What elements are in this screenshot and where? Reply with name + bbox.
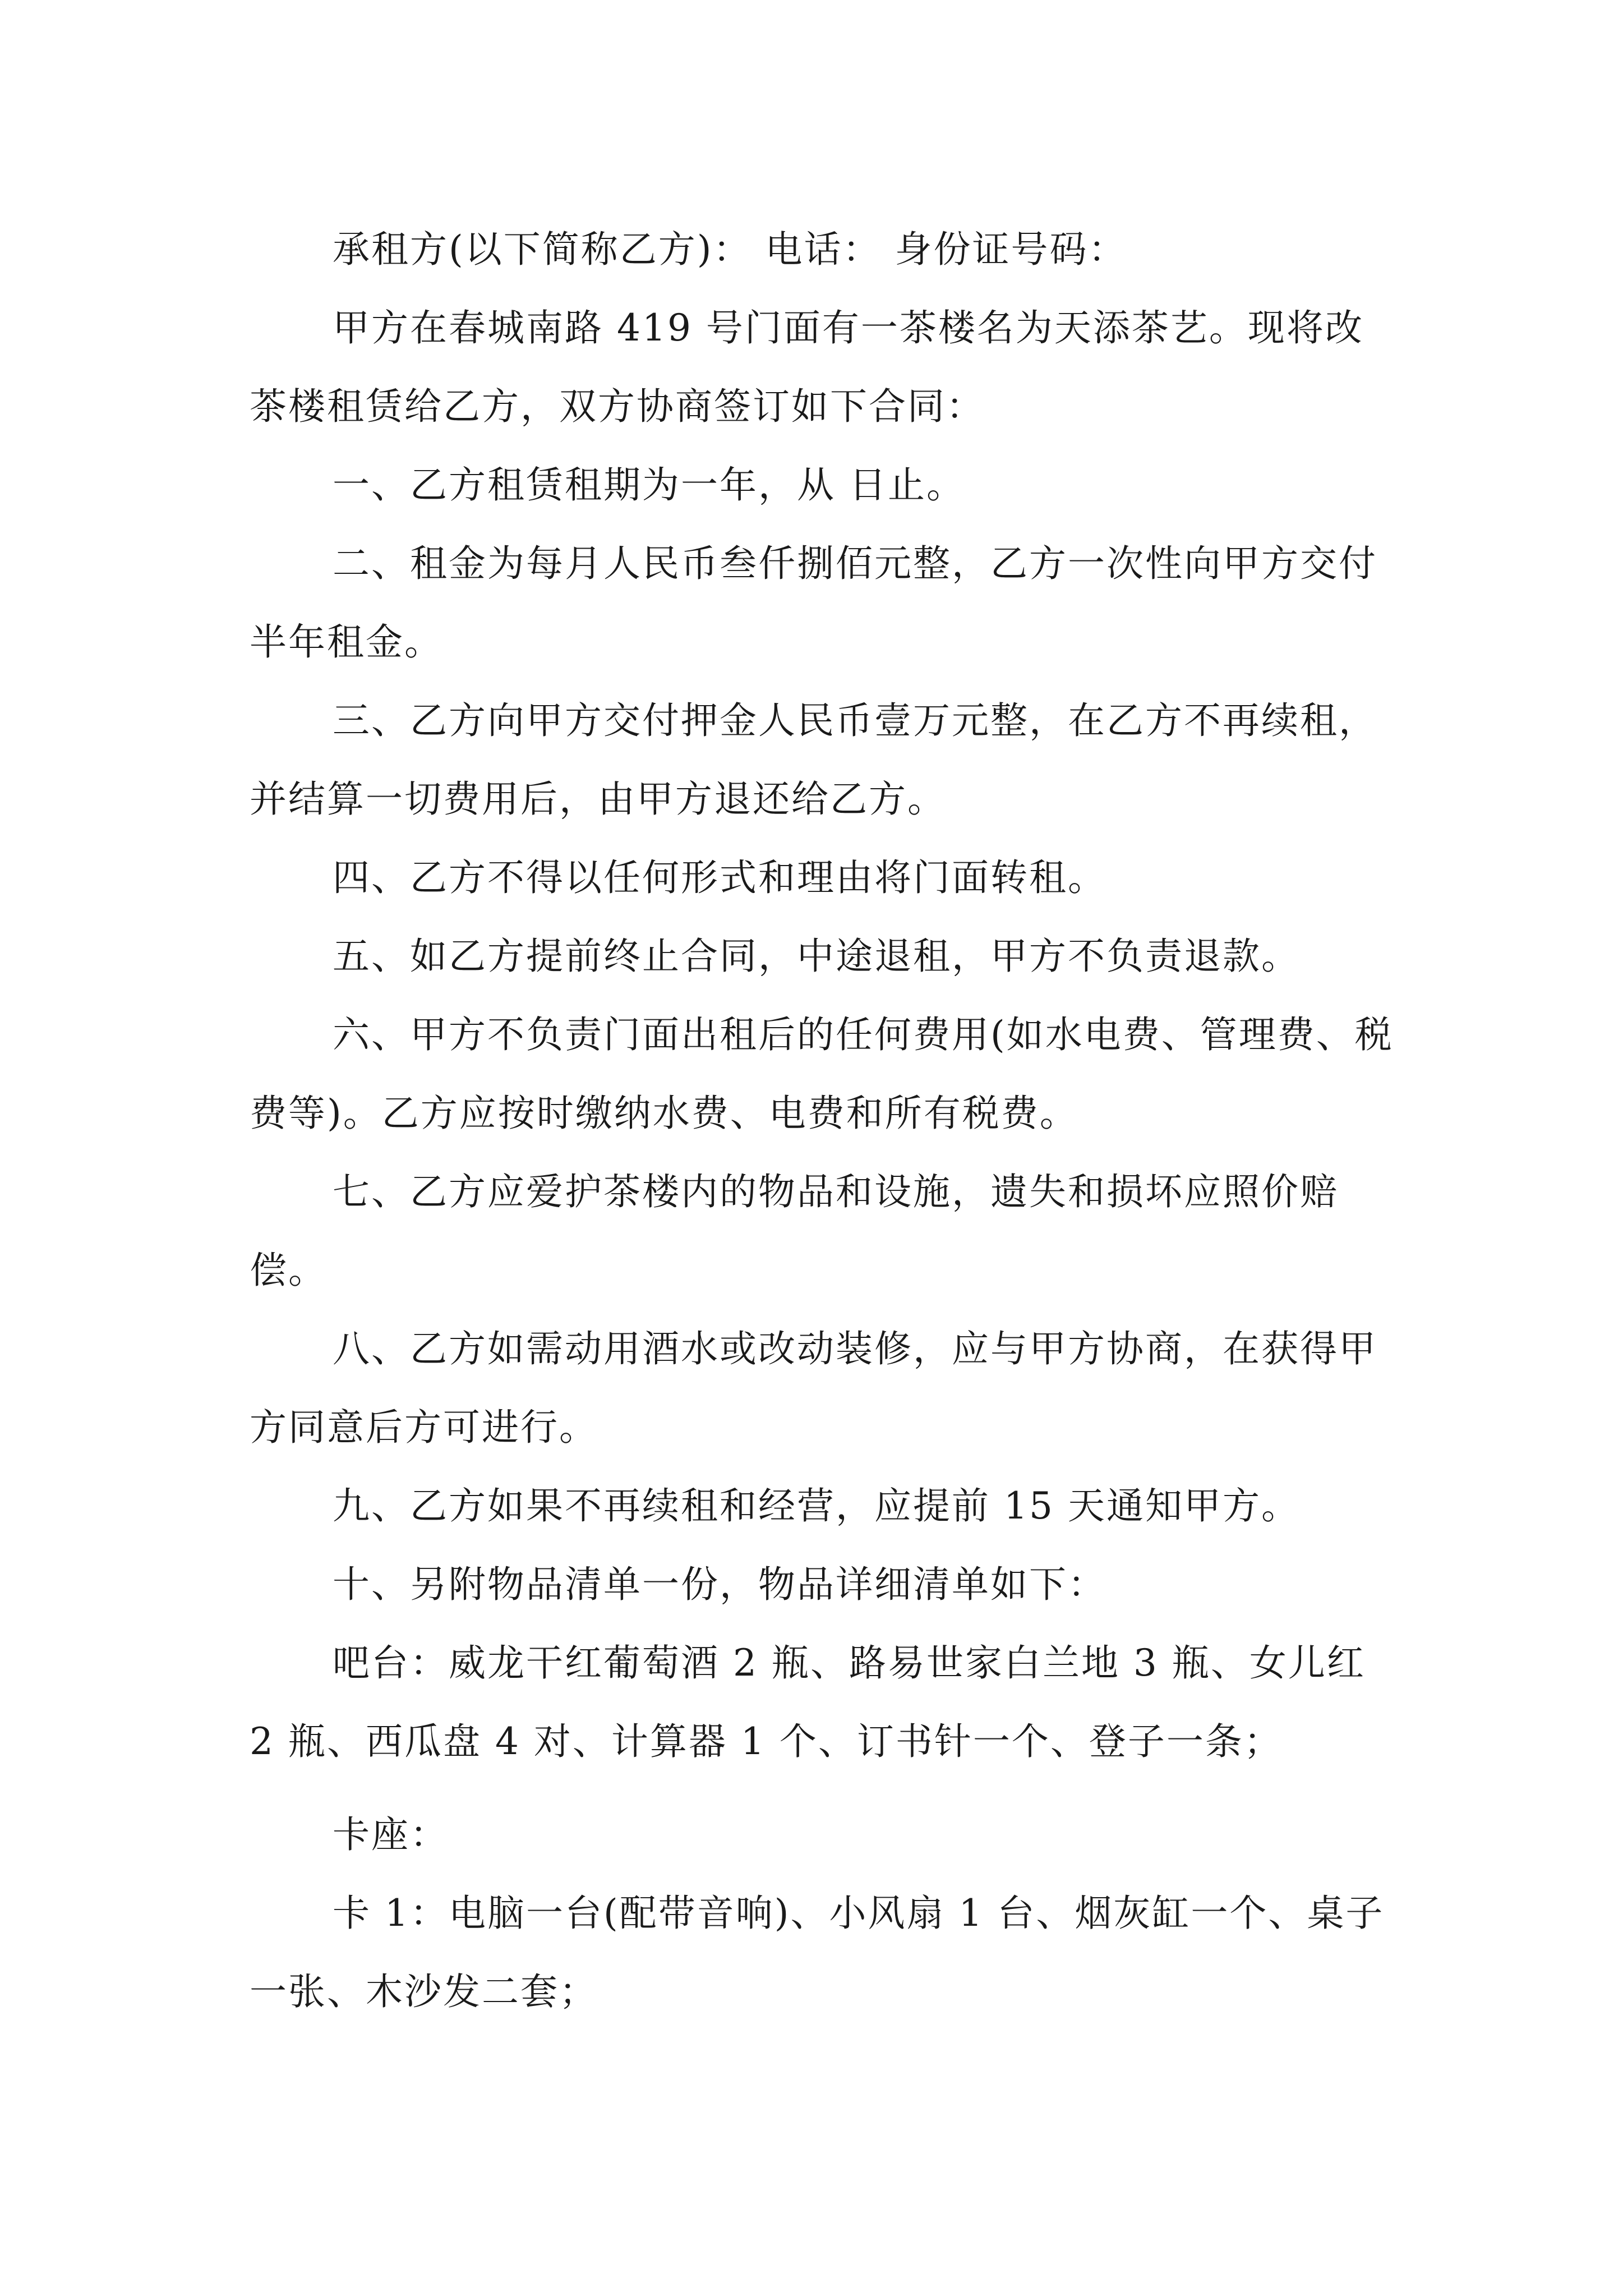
inventory-booth-1: 卡 1：电脑一台(配带音响)、小风扇 1 台、烟灰缸一个、桌子一张、木沙发二套；: [250, 1892, 1385, 2013]
clause-5-early-termination: 五、如乙方提前终止合同，中途退租，甲方不负责退款。: [333, 935, 1300, 978]
inventory-bar-counter: 吧台：威龙干红葡萄酒 2 瓶、路易世家白兰地 3 瓶、女儿红 2 瓶、西瓜盘 4 对、计算器 1 个、订书针一个、登子一条；: [250, 1641, 1366, 1763]
clause-4-no-sublease: 四、乙方不得以任何形式和理由将门面转租。: [333, 856, 1106, 899]
clause-8-renovation: 八、乙方如需动用酒水或改动装修，应与甲方协商，在获得甲方同意后方可进行。: [250, 1327, 1377, 1449]
clause-9-notice: 九、乙方如果不再续租和经营，应提前 15 天通知甲方。: [333, 1484, 1300, 1527]
clause-6-expenses: 六、甲方不负责门面出租后的任何费用(如水电费、管理费、税费等)。乙方应按时缴纳水费、电费和所有税费。: [250, 1013, 1394, 1135]
clause-1-lease-term: 一、乙方租赁租期为一年，从 日止。: [333, 463, 965, 507]
lessee-info-line: 承租方(以下简称乙方)： 电话： 身份证号码：: [333, 228, 1127, 271]
clause-3-deposit: 三、乙方向甲方交付押金人民币壹万元整，在乙方不再续租，并结算一切费用后，由甲方退还给乙方。: [250, 699, 1377, 821]
contract-intro-paragraph: 甲方在春城南路 419 号门面有一茶楼名为天添茶艺。现将改茶楼租赁给乙方，双方协商签订如下合同：: [250, 306, 1364, 428]
clause-2-rent: 二、租金为每月人民币叁仟捌佰元整，乙方一次性向甲方交付半年租金。: [250, 542, 1377, 664]
clause-10-inventory: 十、另附物品清单一份，物品详细清单如下：: [333, 1563, 1106, 1606]
inventory-booths-heading: 卡座：: [333, 1813, 449, 1856]
clause-7-property-care: 七、乙方应爱护茶楼内的物品和设施，遗失和损坏应照价赔偿。: [250, 1170, 1339, 1292]
contract-body: [250, 210, 1394, 2031]
